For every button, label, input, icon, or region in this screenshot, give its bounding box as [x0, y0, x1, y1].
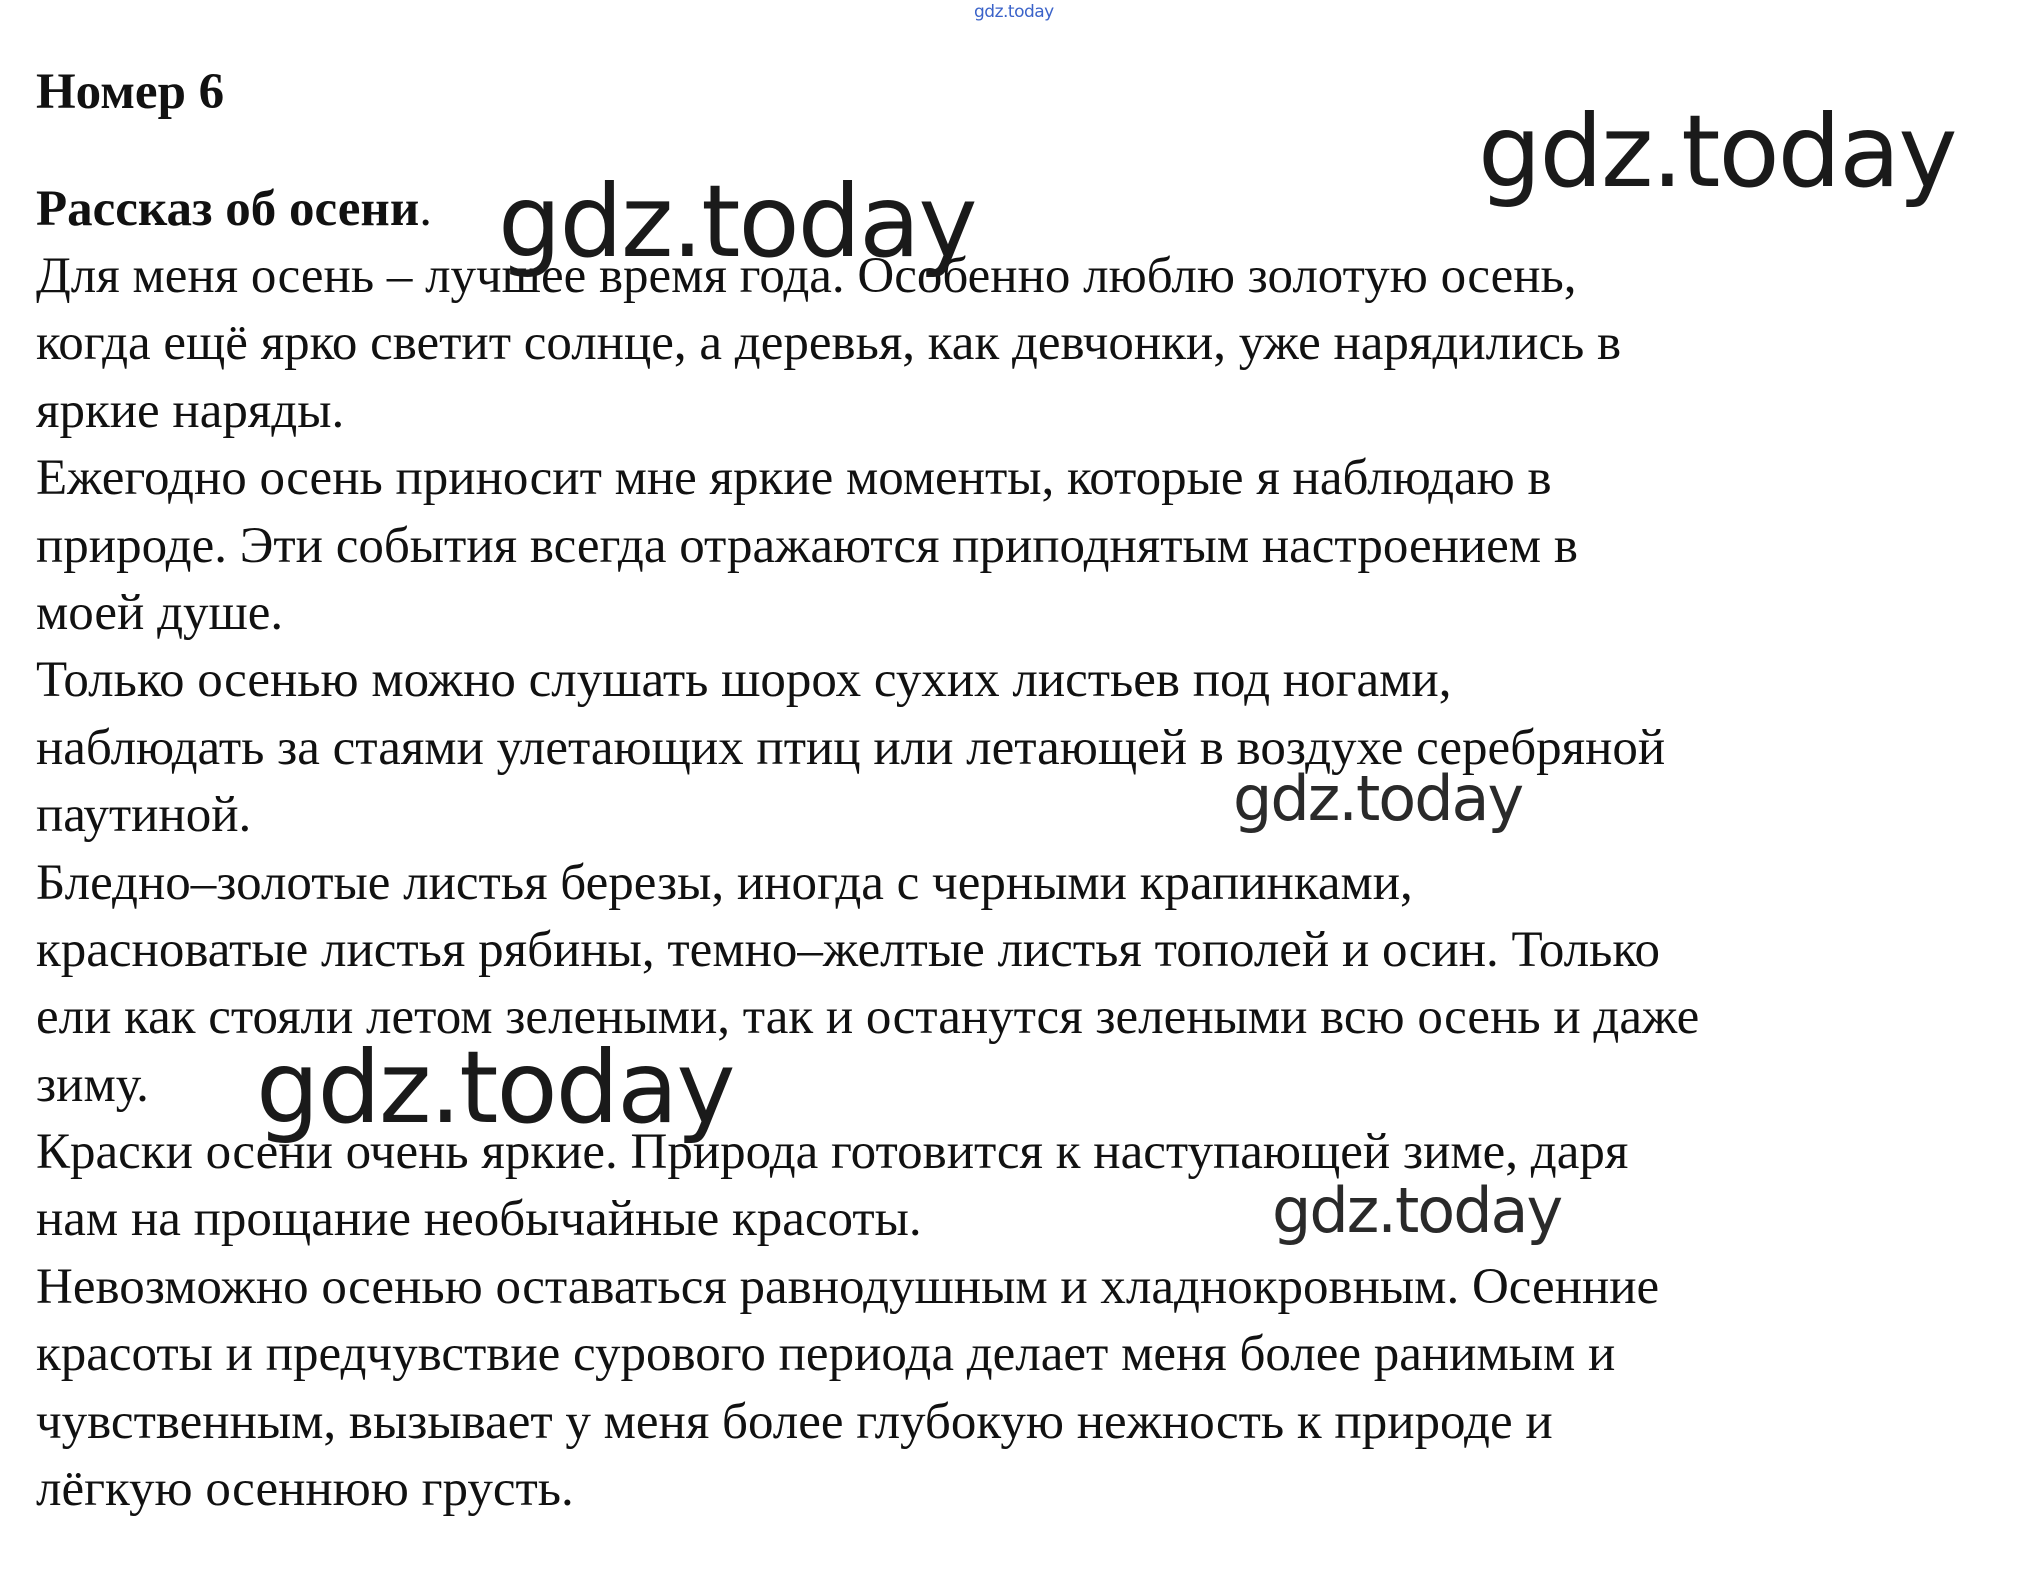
text-line: лёгкую осеннюю грусть.: [36, 1461, 574, 1518]
watermark: gdz.today: [1272, 1174, 1562, 1247]
text-line: наблюдать за стаями улетающих птиц или летающей в воздухе серебряной: [36, 719, 1666, 776]
text-line: Бледно–золотые листья березы, иногда с черными крапинками,: [36, 854, 1413, 911]
story-title-text: Рассказ об осени: [36, 181, 420, 237]
text-line: когда ещё ярко светит солнце, а деревья, как девчонки, уже нарядились в: [36, 315, 1622, 372]
text-line: Для меня осень – лучшее время года. Особенно люблю золотую осень,: [36, 248, 1577, 304]
watermark: gdz.today: [1478, 93, 1956, 210]
story-title: [36, 179, 432, 239]
watermark: gdz.today: [498, 163, 976, 280]
watermark: gdz.today: [1233, 762, 1523, 835]
text-line: красноватые листья рябины, темно–желтые листья тополей и осин. Только: [36, 921, 1661, 978]
top-watermark: gdz.today: [974, 2, 1054, 22]
text-line: яркие наряды.: [36, 382, 345, 439]
text-line: ели как стояли летом зелеными, так и останутся зелеными всю осень и даже: [36, 989, 1700, 1046]
text-line: Только осенью можно слушать шорох сухих листьев под ногами,: [36, 652, 1452, 709]
text-line: Невозможно осенью оставаться равнодушным и хладнокровным. Осенние: [36, 1258, 1660, 1315]
text-line: Ежегодно осень приносит мне яркие моменты, которые я наблюдаю в: [36, 450, 1552, 507]
text-line: нам на прощание необычайные красоты.: [36, 1191, 922, 1248]
text-line: чувственным, вызывает у меня более глубокую нежность к природе и: [36, 1393, 1553, 1450]
exercise-number: Номер 6: [36, 64, 225, 120]
story-body: [36, 243, 2006, 1523]
watermark: gdz.today: [256, 1029, 734, 1146]
story-title-dot: .: [419, 181, 432, 237]
text-line: зиму.: [36, 1056, 149, 1113]
text-line: красоты и предчувствие сурового периода делает меня более ранимым и: [36, 1326, 1616, 1383]
text-line: природе. Эти события всегда отражаются приподнятым настроением в: [36, 517, 1578, 574]
text-line: паутиной.: [36, 787, 252, 844]
text-line: моей душе.: [36, 584, 284, 641]
text-line: Краски осени очень яркие. Природа готовится к наступающей зиме, даря: [36, 1124, 1629, 1181]
